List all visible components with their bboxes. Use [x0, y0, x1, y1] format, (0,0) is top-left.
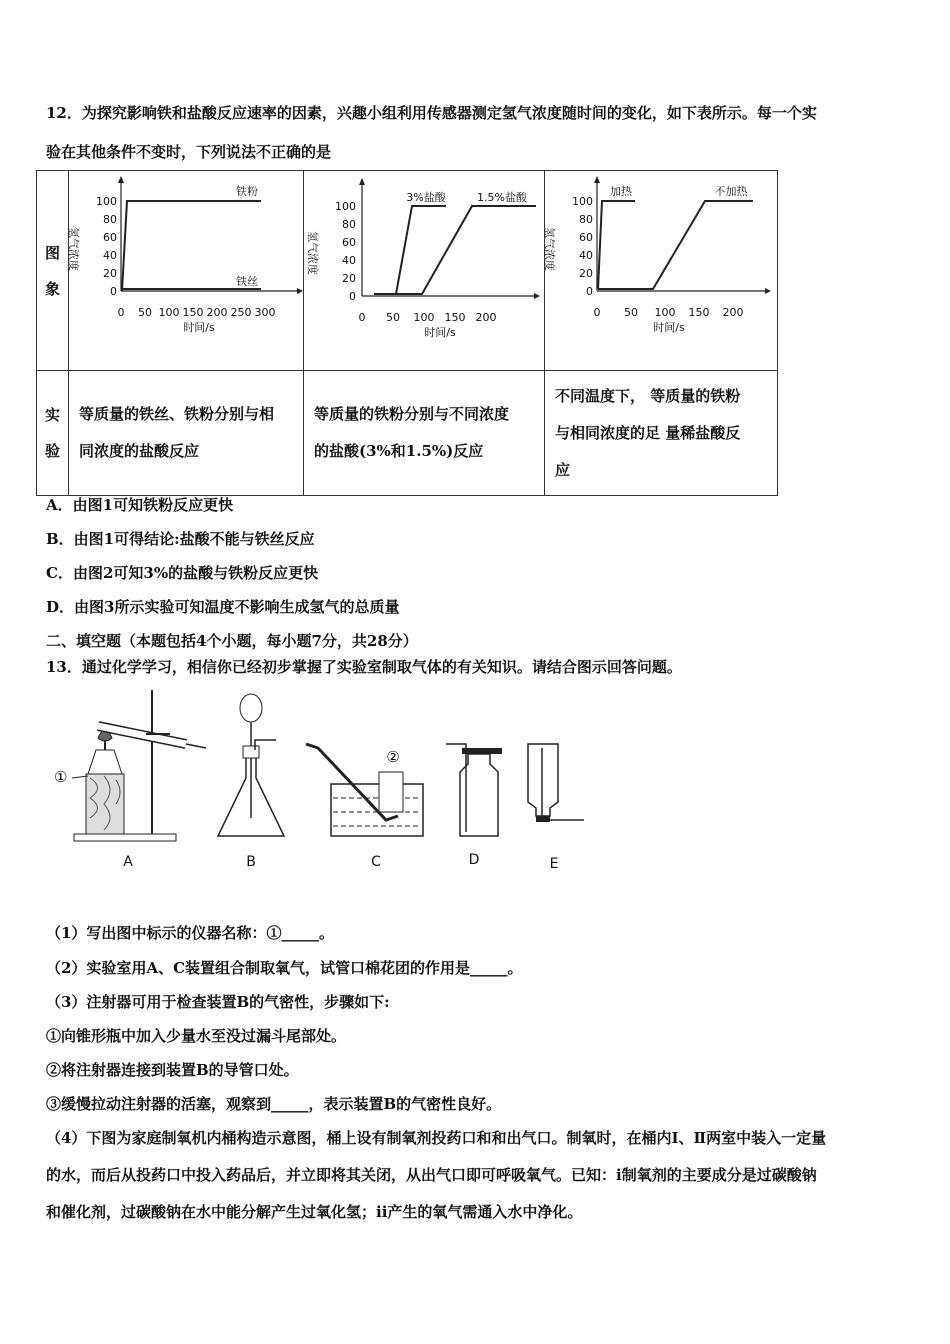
x-tick: 100	[654, 306, 676, 319]
label-b: B	[246, 854, 256, 870]
y-tick: 60	[579, 231, 593, 244]
q13-line-3: （3）注射器可用于检查装置B的气密性，步骤如下:	[46, 993, 390, 1011]
option-c: C．由图2可知3%的盐酸与铁粉反应更快	[46, 564, 319, 582]
chart-3	[545, 171, 777, 366]
e-bottle	[528, 744, 558, 816]
row-head-graph	[37, 171, 69, 371]
y-axis-arrow	[118, 176, 124, 183]
series-heated-line	[598, 201, 635, 289]
row-head-char: 验	[44, 442, 60, 460]
chart-2-cell	[304, 171, 545, 371]
e-stopper	[536, 816, 550, 822]
q13-line-2: （2）实验室用A、C装置组合制取氧气，试管口棉花团的作用是_____。	[46, 959, 523, 977]
y-tick: 100	[96, 195, 117, 208]
q13-line-8: 的水，而后从投药口中投入药品后，并立即将其关闭，从出气口即可呼吸氧气。已知：i制氧剂的主要成分是过碳酸钠	[46, 1166, 817, 1184]
label-a: A	[123, 854, 133, 870]
q12-table	[36, 170, 778, 496]
delivery-tube	[186, 744, 206, 748]
x-tick: 0	[593, 306, 601, 319]
q13-line-7: （4）下图为家庭制氧机内桶构造示意图，桶上设有制氧剂投药口和和出气口。制氧时，在桶内Ⅰ、Ⅱ两室中装入一定量	[46, 1129, 827, 1147]
y-tick: 80	[342, 218, 356, 231]
x-tick: 150	[182, 306, 204, 319]
x-axis-arrow	[297, 288, 303, 294]
funnel-bulb	[240, 694, 262, 722]
y-tick: 20	[342, 272, 356, 285]
y-tick: 80	[103, 213, 117, 226]
apparatus-c	[306, 744, 423, 870]
chart-1-cell	[69, 171, 304, 371]
series-label: 不加热	[714, 185, 748, 198]
x-tick: 50	[624, 306, 638, 319]
option-b: B．由图1可得结论:盐酸不能与铁丝反应	[46, 530, 315, 548]
q12-stem-line2: 验在其他条件不变时，下列说法不正确的是	[46, 143, 332, 161]
q12-stem-line1: 12．为探究影响铁和盐酸反应速率的因素，兴趣小组利用传感器测定氢气浓度随时间的变化，如下表所示。每一个实	[46, 104, 817, 122]
y-tick: 0	[586, 285, 593, 298]
y-label: 氢气浓度	[306, 231, 319, 275]
x-tick: 100	[158, 306, 180, 319]
x-tick: 100	[413, 311, 435, 324]
series-label: 3%盐酸	[406, 191, 446, 204]
series-unheated-line	[598, 201, 753, 289]
chart-1	[69, 171, 303, 366]
x-tick: 200	[722, 306, 744, 319]
row-head-char: 图	[44, 243, 60, 262]
section-2-title: 二、填空题（本题包括4个小题，每小题7分，共28分）	[46, 632, 418, 650]
q13-line-4: ①向锥形瓶中加入少量水至没过漏斗尾部处。	[46, 1027, 347, 1045]
x-label: 时间/s	[424, 326, 456, 339]
label-d: D	[468, 852, 480, 868]
option-a: A．由图1可知铁粉反应更快	[46, 496, 234, 514]
x-tick: 50	[386, 311, 400, 324]
y-label: 氢气浓度	[67, 227, 80, 271]
x-tick: 50	[138, 306, 152, 319]
experiment-text: 与相同浓度的足 量稀盐酸反	[555, 423, 741, 442]
y-tick: 80	[579, 213, 593, 226]
test-tube-inner	[98, 726, 186, 744]
y-tick: 20	[103, 267, 117, 280]
y-tick: 60	[103, 231, 117, 244]
y-tick: 100	[335, 200, 356, 213]
marker-1: ①	[54, 768, 68, 786]
y-axis-arrow	[594, 176, 600, 183]
experiment-text: 等质量的铁粉分别与不同浓度	[314, 405, 510, 423]
y-tick: 0	[110, 285, 117, 298]
experiment-text: 同浓度的盐酸反应	[79, 442, 200, 460]
series-3pct-line	[374, 206, 446, 294]
x-tick: 150	[688, 306, 710, 319]
series-label: 加热	[610, 185, 632, 198]
y-tick: 20	[579, 267, 593, 280]
x-axis-arrow	[765, 288, 771, 294]
y-axis-arrow	[359, 178, 365, 185]
y-tick: 40	[579, 249, 593, 262]
x-tick: 250	[230, 306, 252, 319]
row-head-char: 实	[44, 406, 60, 424]
series-label: 铁丝	[236, 275, 258, 288]
row-head-char: 象	[44, 279, 60, 298]
experiment-text: 应	[555, 460, 571, 479]
x-axis-arrow	[534, 293, 540, 299]
x-tick: 0	[358, 311, 366, 324]
option-d: D．由图3所示实验可知温度不影响生成氢气的总质量	[46, 598, 400, 616]
y-tick: 40	[342, 254, 356, 267]
series-1_5pct-line	[396, 206, 536, 294]
x-label: 时间/s	[653, 321, 685, 334]
experiment-text: 不同温度下， 等质量的铁粉	[555, 386, 741, 405]
x-tick: 150	[444, 311, 466, 324]
d-plate	[462, 748, 502, 754]
y-tick: 100	[572, 195, 593, 208]
y-tick: 40	[103, 249, 117, 262]
series-label: 1.5%盐酸	[477, 191, 527, 204]
experiment-text: 的盐酸(3%和1.5%)反应	[314, 442, 484, 460]
apparatus-e	[528, 744, 584, 872]
experiment-2-cell	[304, 371, 545, 496]
y-tick: 60	[342, 236, 356, 249]
marker-2: ②	[386, 748, 400, 766]
row-head-experiment	[37, 371, 69, 496]
experiment-3-cell	[545, 371, 778, 496]
alcohol-lamp	[88, 750, 122, 774]
label-e: E	[549, 856, 559, 872]
apparatus-a	[54, 690, 206, 870]
experiment-1-cell	[69, 371, 304, 496]
q13-line-1: （1）写出图中标示的仪器名称：①_____。	[46, 924, 334, 942]
experiment-text: 等质量的铁丝、铁粉分别与相	[79, 405, 275, 423]
y-label: 氢气浓度	[543, 227, 556, 271]
chart-2	[304, 171, 544, 366]
chart-3-cell	[545, 171, 778, 371]
apparatus-b	[218, 694, 284, 870]
x-label: 时间/s	[183, 321, 215, 334]
x-tick: 200	[206, 306, 228, 319]
y-tick: 0	[349, 290, 356, 303]
x-tick: 200	[475, 311, 497, 324]
x-tick: 0	[117, 306, 125, 319]
stopper	[243, 746, 259, 758]
q13-line-5: ②将注射器连接到装置B的导管口处。	[46, 1061, 299, 1079]
gas-bottle	[379, 772, 403, 812]
series-label: 铁粉	[236, 185, 258, 198]
q13-line-6: ③缓慢拉动注射器的活塞，观察到_____，表示装置B的气密性良好。	[46, 1095, 502, 1113]
label-c: C	[371, 854, 381, 870]
q13-line-9: 和催化剂，过碳酸钠在水中能分解产生过氧化氢；ii产生的氧气需通入水中净化。	[46, 1203, 583, 1221]
stand-base	[74, 834, 176, 841]
apparatus-d	[446, 744, 502, 868]
x-tick: 300	[254, 306, 276, 319]
q13-stem: 13．通过化学学习，相信你已经初步掌握了实验室制取气体的有关知识。请结合图示回答问题。	[46, 658, 682, 676]
apparatus-figure	[46, 688, 606, 878]
